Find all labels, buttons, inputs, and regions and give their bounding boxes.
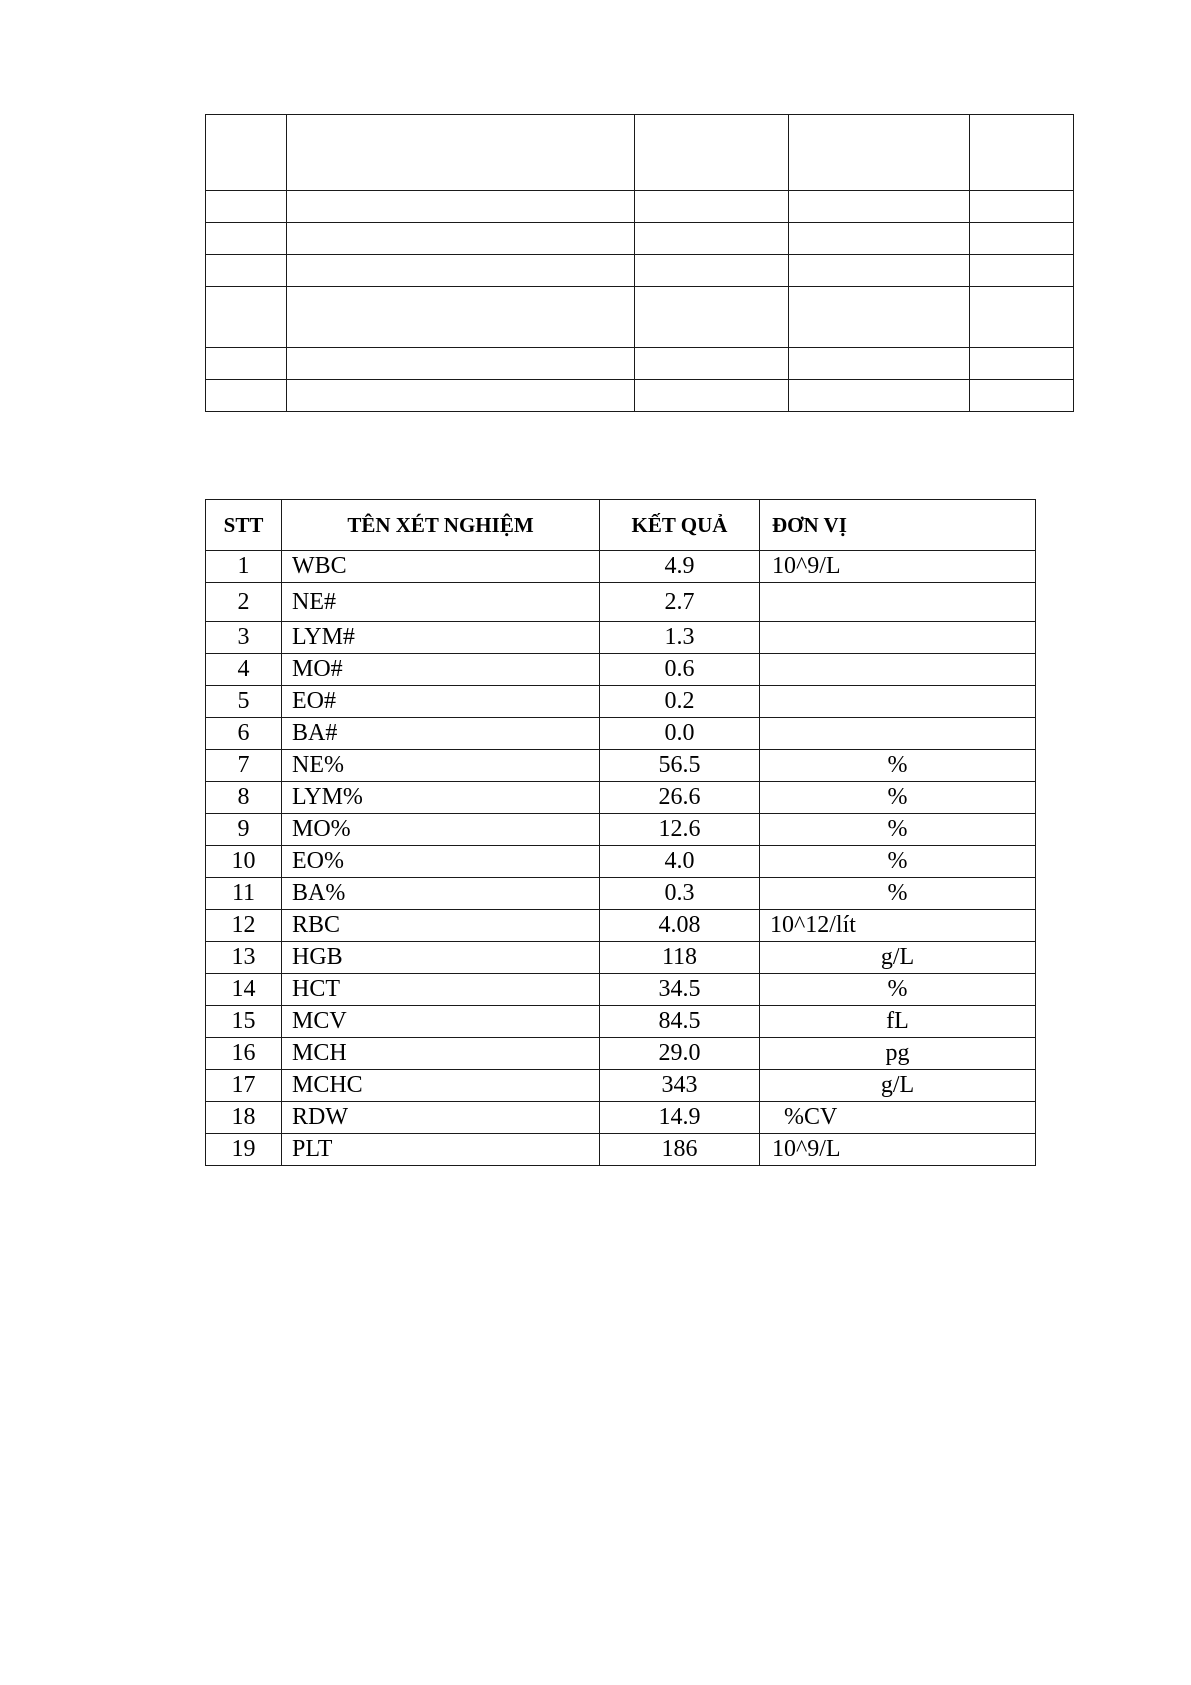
row-unit: 10^9/L [760,551,1036,583]
row-unit: % [760,750,1036,782]
row-result: 12.6 [600,814,760,846]
blank-table-row [206,115,1074,191]
row-stt: 19 [206,1134,282,1166]
row-stt: 15 [206,1006,282,1038]
row-unit: %CV [760,1102,1036,1134]
table-row [206,551,1036,583]
table-row [206,1102,1036,1134]
row-stt: 13 [206,942,282,974]
blank-cell [206,380,287,412]
row-test-name: BA# [282,718,600,750]
row-test-name: MO# [282,654,600,686]
row-stt: 10 [206,846,282,878]
blank-cell [789,223,970,255]
row-test-name: PLT [282,1134,600,1166]
row-result: 29.0 [600,1038,760,1070]
row-result: 0.3 [600,878,760,910]
blank-cell [789,287,970,348]
row-result: 1.3 [600,622,760,654]
row-test-name: RBC [282,910,600,942]
results-body [206,551,1036,1166]
blank-cell [287,191,635,223]
blank-cell [789,255,970,287]
table-row [206,622,1036,654]
blank-cell [789,115,970,191]
row-unit: % [760,974,1036,1006]
blank-cell [970,348,1074,380]
table-row [206,1134,1036,1166]
row-unit [760,654,1036,686]
table-row [206,942,1036,974]
row-result: 4.08 [600,910,760,942]
table-row [206,1006,1036,1038]
row-test-name: LYM# [282,622,600,654]
blank-cell [970,287,1074,348]
row-result: 4.0 [600,846,760,878]
row-test-name: MCV [282,1006,600,1038]
row-unit: 10^12/lít [760,910,1036,942]
header-test-name: TÊN XÉT NGHIỆM [282,500,600,551]
table-row [206,974,1036,1006]
row-stt: 7 [206,750,282,782]
blank-table-row [206,191,1074,223]
row-result: 34.5 [600,974,760,1006]
table-row [206,750,1036,782]
blank-cell [970,380,1074,412]
blank-cell [635,348,789,380]
table-row [206,878,1036,910]
table-row [206,910,1036,942]
row-unit: g/L [760,1070,1036,1102]
blank-cell [206,348,287,380]
blank-cell [287,115,635,191]
row-stt: 1 [206,551,282,583]
row-stt: 18 [206,1102,282,1134]
row-test-name: MCH [282,1038,600,1070]
blank-cell [206,287,287,348]
row-test-name: MCHC [282,1070,600,1102]
row-test-name: HCT [282,974,600,1006]
row-unit: % [760,846,1036,878]
row-result: 118 [600,942,760,974]
blank-cell [206,255,287,287]
row-test-name: NE# [282,583,600,622]
table-row [206,782,1036,814]
row-unit: fL [760,1006,1036,1038]
blank-cell [287,255,635,287]
blank-cell [635,223,789,255]
blank-cell [635,255,789,287]
blank-cell [970,115,1074,191]
blank-cell [206,191,287,223]
row-unit: % [760,878,1036,910]
blank-cell [970,223,1074,255]
table-row [206,583,1036,622]
blank-cell [287,380,635,412]
row-stt: 12 [206,910,282,942]
blank-cell [635,191,789,223]
row-stt: 9 [206,814,282,846]
blank-cell [789,380,970,412]
row-stt: 17 [206,1070,282,1102]
row-result: 84.5 [600,1006,760,1038]
blank-cell [970,191,1074,223]
row-result: 26.6 [600,782,760,814]
row-result: 56.5 [600,750,760,782]
row-unit: g/L [760,942,1036,974]
row-stt: 11 [206,878,282,910]
table-row [206,718,1036,750]
row-stt: 8 [206,782,282,814]
table-row [206,846,1036,878]
header-row [206,500,1036,551]
blank-table-row [206,223,1074,255]
row-test-name: EO% [282,846,600,878]
row-result: 0.6 [600,654,760,686]
row-test-name: HGB [282,942,600,974]
table-row [206,1038,1036,1070]
row-unit [760,583,1036,622]
row-stt: 16 [206,1038,282,1070]
blank-cell [635,380,789,412]
row-stt: 2 [206,583,282,622]
row-result: 0.2 [600,686,760,718]
table-row [206,686,1036,718]
row-unit: % [760,782,1036,814]
header-unit: ĐƠN VỊ [760,500,1036,551]
row-stt: 5 [206,686,282,718]
row-result: 0.0 [600,718,760,750]
row-test-name: LYM% [282,782,600,814]
row-unit: % [760,814,1036,846]
table-row [206,1070,1036,1102]
row-result: 186 [600,1134,760,1166]
row-result: 343 [600,1070,760,1102]
blank-cell [206,115,287,191]
row-result: 4.9 [600,551,760,583]
row-unit [760,622,1036,654]
row-test-name: EO# [282,686,600,718]
test-results-table [205,499,1036,1166]
row-result: 2.7 [600,583,760,622]
row-stt: 14 [206,974,282,1006]
blank-table [205,114,1074,412]
header-result: KẾT QUẢ [600,500,760,551]
row-unit [760,686,1036,718]
blank-cell [789,191,970,223]
row-result: 14.9 [600,1102,760,1134]
header-stt: STT [206,500,282,551]
blank-cell [287,287,635,348]
row-test-name: RDW [282,1102,600,1134]
table-row [206,654,1036,686]
blank-cell [970,255,1074,287]
blank-table-row [206,348,1074,380]
blank-cell [789,348,970,380]
row-unit: 10^9/L [760,1134,1036,1166]
row-unit: pg [760,1038,1036,1070]
row-test-name: MO% [282,814,600,846]
row-unit [760,718,1036,750]
row-test-name: BA% [282,878,600,910]
blank-table-row [206,380,1074,412]
blank-cell [206,223,287,255]
row-stt: 6 [206,718,282,750]
blank-table-row [206,255,1074,287]
blank-cell [635,115,789,191]
blank-cell [287,348,635,380]
row-test-name: NE% [282,750,600,782]
row-stt: 4 [206,654,282,686]
row-test-name: WBC [282,551,600,583]
blank-cell [287,223,635,255]
blank-table-row [206,287,1074,348]
blank-cell [635,287,789,348]
table-row [206,814,1036,846]
row-stt: 3 [206,622,282,654]
